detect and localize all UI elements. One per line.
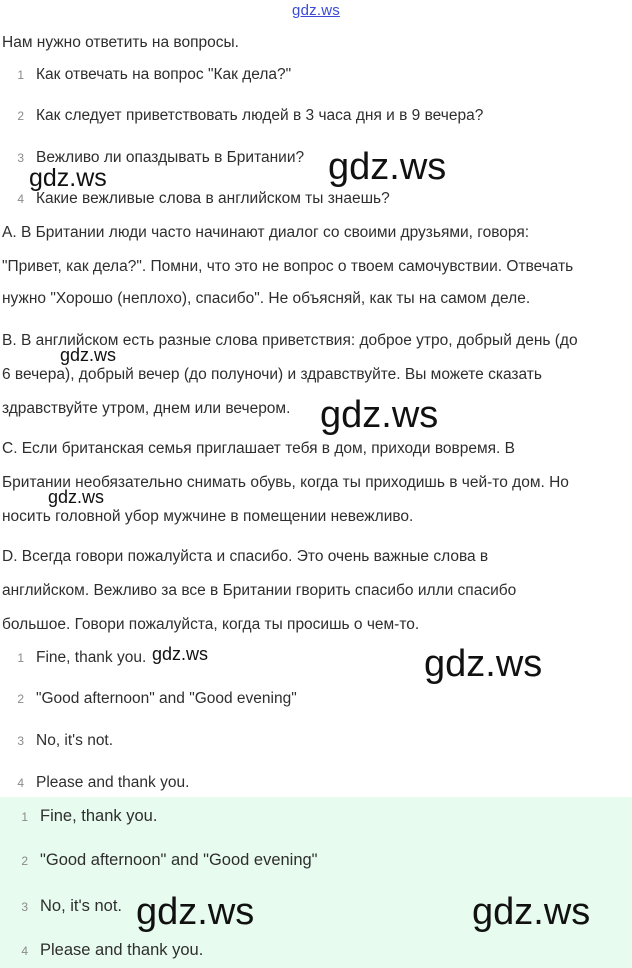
question-number: 4 xyxy=(17,192,24,206)
answer-item xyxy=(10,774,189,792)
watermark-logo: gdz.ws xyxy=(29,164,107,192)
paragraph-c-line: Британии необязательно снимать обувь, когда ты приходишь в чей-то дом. Но xyxy=(2,474,569,491)
question-number: 3 xyxy=(17,151,24,165)
question-text: Какие вежливые слова в английском ты знаешь? xyxy=(36,190,390,207)
question-text: Вежливо ли опаздывать в Британии? xyxy=(36,149,305,166)
paragraph-b-line: 6 вечера), добрый вечер (до полуночи) и здравствуйте. Вы можете сказать xyxy=(2,366,542,383)
question-number: 2 xyxy=(17,109,24,123)
answer-text: No, it's not. xyxy=(36,732,114,749)
question-text: Как отвечать на вопрос "Как дела?" xyxy=(36,66,292,83)
answer-number: 4 xyxy=(17,776,24,790)
answer-number: 2 xyxy=(17,692,24,706)
intro-text: Нам нужно ответить на вопросы. xyxy=(2,34,239,51)
paragraph-b-line: В. В английском есть разные слова приветствия: доброе утро, добрый день (до xyxy=(2,332,578,349)
paragraph-d-line: большое. Говори пожалуйста, когда ты просишь о чем-то. xyxy=(2,616,420,633)
answer-text: Fine, thank you. xyxy=(36,649,147,666)
paragraph-d-line: английском. Вежливо за все в Британии гворить спасибо илли спасибо xyxy=(2,582,517,599)
watermark-logo: gdz.ws xyxy=(472,891,591,933)
paragraph-d-line: D. Всегда говори пожалуйста и спасибо. Это очень важные слова в xyxy=(2,548,489,565)
final-answer-number: 3 xyxy=(21,900,28,914)
watermark-logo: gdz.ws xyxy=(136,891,255,933)
watermark-logo: gdz.ws xyxy=(60,345,117,365)
final-answer-number: 1 xyxy=(21,810,28,824)
question-item xyxy=(10,107,483,125)
answer-item xyxy=(10,690,297,708)
final-answer-text: Fine, thank you. xyxy=(40,807,158,825)
question-text: Как следует приветствовать людей в 3 часа дня и в 9 вечера? xyxy=(36,107,484,124)
paragraph-a-line: А. В Британии люди часто начинают диалог со своими друзьями, говоря: xyxy=(2,224,530,241)
watermark-logo: gdz.ws xyxy=(48,487,105,507)
paragraph-a-line: нужно "Хорошо (неплохо), спасибо". Не объясняй, как ты на самом деле. xyxy=(2,290,531,307)
final-answer-item xyxy=(14,807,157,826)
site-link[interactable]: gdz.ws xyxy=(292,2,340,19)
answer-item xyxy=(10,649,146,667)
watermark-logo: gdz.ws xyxy=(328,146,447,188)
final-answer-text: Please and thank you. xyxy=(40,941,204,959)
final-answer-item xyxy=(14,851,318,870)
answer-number: 1 xyxy=(17,651,24,665)
paragraph-b-line: здравствуйте утром, днем или вечером. xyxy=(2,400,291,417)
final-answer-number: 2 xyxy=(21,854,28,868)
paragraph-c-line: носить головной убор мужчине в помещении невежливо. xyxy=(2,508,414,525)
question-number: 1 xyxy=(17,68,24,82)
watermark-logo: gdz.ws xyxy=(320,394,439,436)
watermark-logo: gdz.ws xyxy=(424,643,543,685)
question-item xyxy=(10,66,291,84)
paragraph-a-line: "Привет, как дела?". Помни, что это не вопрос о твоем самочувствии. Отвечать xyxy=(2,258,574,275)
answer-text: Please and thank you. xyxy=(36,774,190,791)
watermark-logo: gdz.ws xyxy=(152,644,209,664)
final-answer-text: "Good afternoon" and "Good evening" xyxy=(40,851,318,869)
final-answer-item xyxy=(14,941,203,960)
final-answer-item xyxy=(14,897,122,916)
answer-number: 3 xyxy=(17,734,24,748)
paragraph-c-line: С. Если британская семья приглашает тебя в дом, приходи вовремя. В xyxy=(2,440,515,457)
final-answers-panel xyxy=(0,797,632,968)
answer-text: "Good afternoon" and "Good evening" xyxy=(36,690,297,707)
final-answer-number: 4 xyxy=(21,944,28,958)
answer-item xyxy=(10,732,113,750)
question-item xyxy=(10,190,390,208)
final-answer-text: No, it's not. xyxy=(40,897,123,915)
